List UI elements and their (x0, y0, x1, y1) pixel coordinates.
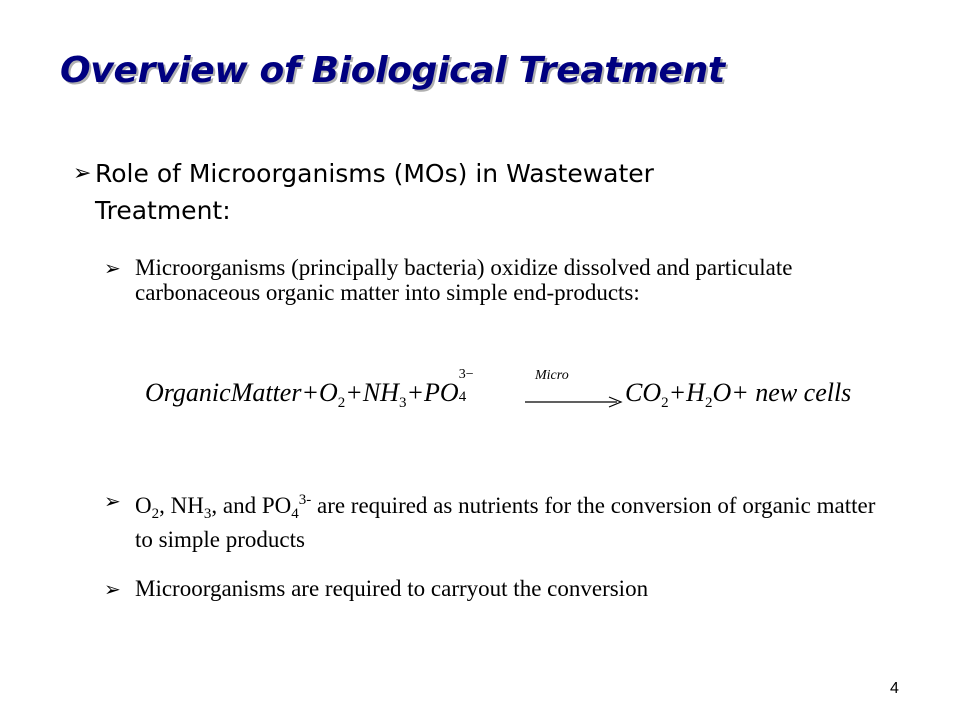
bullet-arrow-icon: ➢ (104, 489, 121, 513)
bullet-oxidation-description: Microorganisms (principally bacteria) oxidize dissolved and particulate carbonaceous organic matter into simple end-products: (135, 255, 793, 305)
nutrient-ammonia-subscript: 3 (203, 506, 212, 522)
nutrient-oxygen-subscript: 2 (151, 506, 160, 522)
equation-organic-matter: OrganicMatter+ (145, 378, 320, 407)
slide-title: Overview of Biological Treatment (60, 50, 725, 91)
equation-oxygen: O (319, 378, 338, 407)
bullet-arrow-icon: ➢ (73, 161, 92, 186)
equation-phosphate-indices (458, 367, 481, 405)
bullet-arrow-icon: ➢ (104, 577, 121, 601)
nutrient-phosphate: , and PO (211, 493, 292, 518)
equation-arrow-label: Micro (535, 368, 569, 383)
equation-carbon-dioxide-subscript: 2 (661, 395, 669, 411)
equation-plus: + (345, 378, 363, 407)
equation-phosphate-charge: 3− (458, 367, 474, 382)
bullet-conversion-requirement: Microorganisms are required to carryout the conversion (135, 576, 649, 601)
equation-new-cells: O+ new cells (712, 378, 852, 407)
equation-ammonia: NH (362, 378, 399, 407)
equation-carbon-dioxide: CO (625, 378, 662, 407)
bullet-arrow-icon: ➢ (104, 256, 121, 280)
reaction-equation (145, 368, 875, 428)
nutrient-phosphate-subscript: 4 (291, 506, 299, 522)
bullet-role-of-microorganisms: Role of Microorganisms (MOs) in Wastewater Treatment: (95, 159, 654, 225)
equation-ammonia-subscript: 3 (398, 395, 407, 411)
equation-phosphate-subscript: 4 (458, 389, 467, 405)
nutrient-phosphate-charge: 3- (298, 492, 312, 508)
reaction-arrow-icon (525, 396, 625, 408)
equation-reactants (145, 367, 481, 412)
nutrient-ammonia: , NH (159, 493, 204, 518)
equation-plus: + (406, 378, 425, 407)
nutrient-description: are required as nutrients for the conversion of organic matter to simple products (135, 493, 876, 552)
equation-plus: + (668, 378, 687, 407)
page-number: 4 (890, 680, 899, 697)
equation-water: H (686, 378, 705, 407)
bullet-nutrients (135, 488, 895, 552)
equation-phosphate: PO (424, 378, 459, 407)
nutrient-oxygen: O (135, 493, 152, 518)
equation-oxygen-subscript: 2 (337, 395, 346, 411)
equation-water-subscript: 2 (704, 395, 713, 411)
equation-products (625, 378, 851, 412)
